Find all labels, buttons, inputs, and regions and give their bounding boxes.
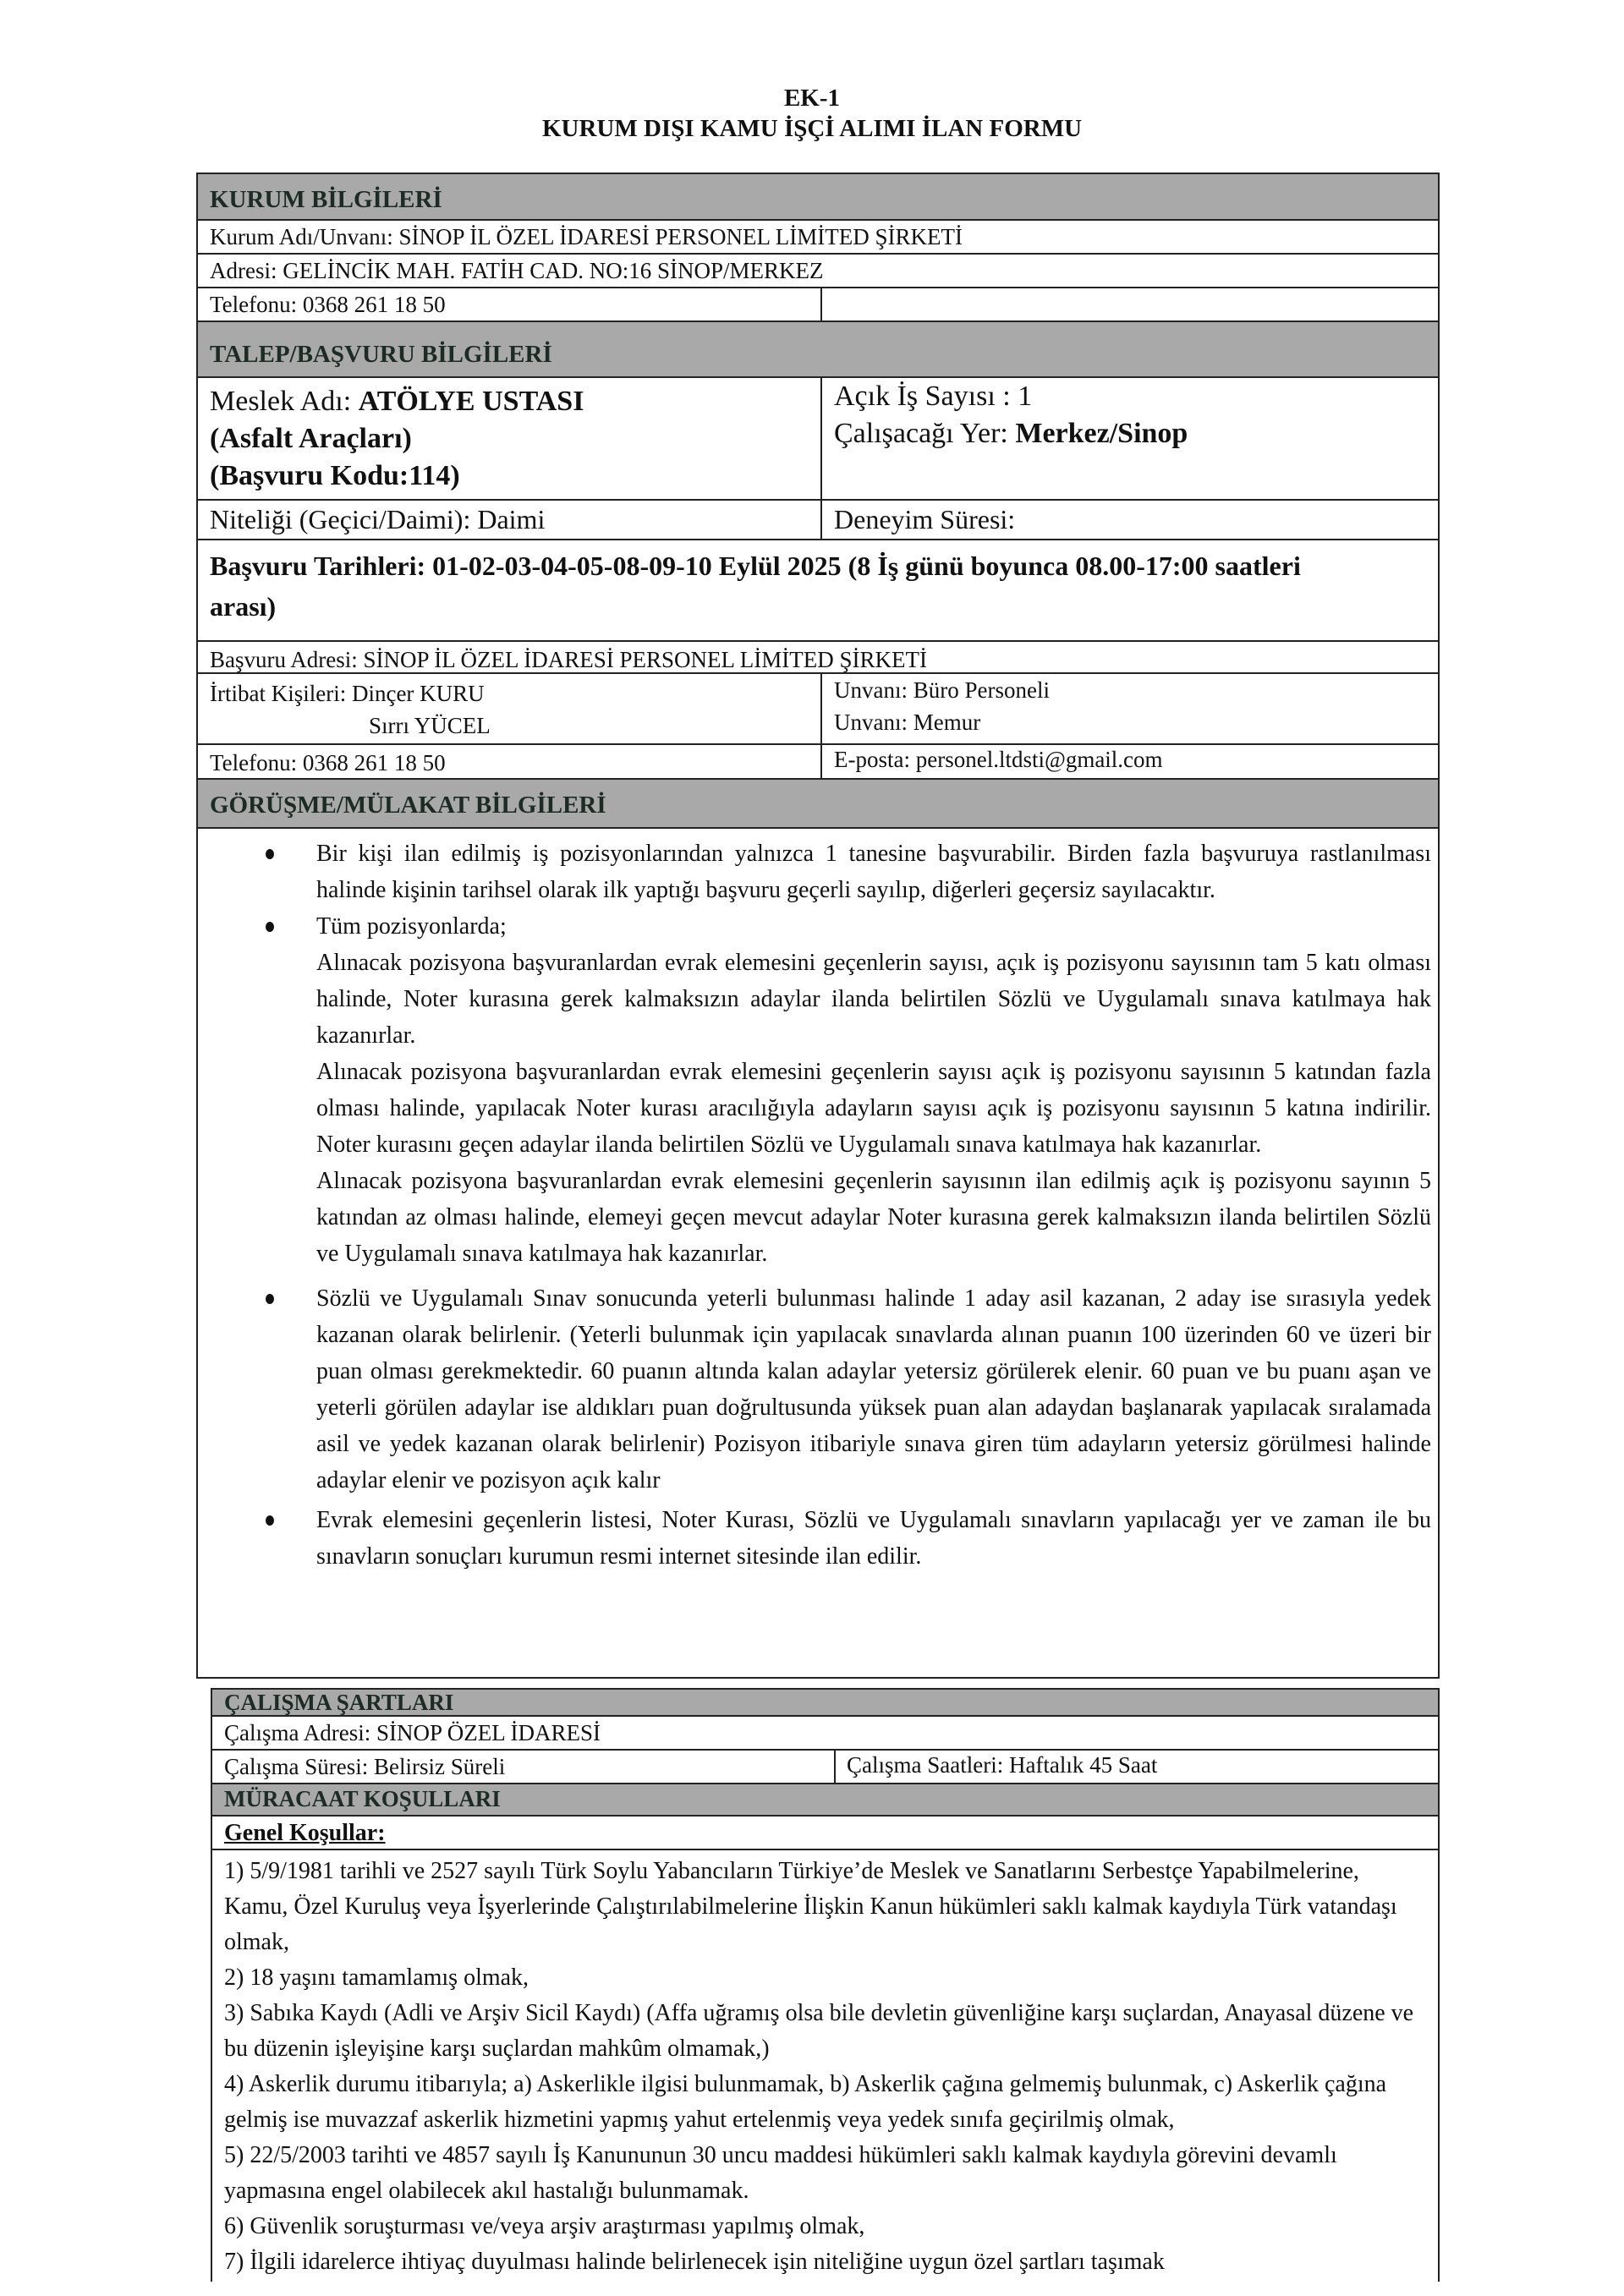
gorusme-item-text: Tüm pozisyonlarda; bbox=[316, 913, 507, 940]
gorusme-item-text: Alınacak pozisyona başvuranlardan evrak elemesini geçenlerin sayısının ilan edilmiş açık iş pozisyonu sayının 5 katından az olması halinde, elemeyi geçen mevcut adaylar Noter kurasına gerek kalmaksızın ilanda belirtilen Sözlü ve Uygulamalı sınava katılmaya hak kazanırlar. bbox=[316, 1168, 1431, 1267]
kosul-item: 7) İlgili idarelerce ihtiyaç duyulması halinde belirlenecek işin niteliğine uygun özel şartları taşımak bbox=[224, 2249, 1165, 2275]
gorusme-item bbox=[316, 1054, 1431, 1163]
acik-is-sayisi: Açık İş Sayısı : 1 bbox=[834, 381, 1033, 412]
basvuru-kodu: (Başvuru Kodu:114) bbox=[210, 460, 460, 491]
calisma-suresi: Çalışma Süresi: Belirsiz Süreli bbox=[224, 1754, 506, 1779]
kurum-adres: Adresi: GELİNCİK MAH. FATİH CAD. NO:16 SİNOP/MERKEZ bbox=[196, 255, 1440, 288]
irtibat-kisi-2: Sırrı YÜCEL bbox=[369, 713, 491, 738]
calisma-saatleri: Çalışma Saatleri: Haftalık 45 Saat bbox=[847, 1752, 1158, 1778]
kurum-telefon-row bbox=[196, 288, 1440, 322]
bullet-icon bbox=[266, 922, 274, 932]
section-header-calisma: ÇALIŞMA ŞARTLARI bbox=[211, 1688, 1440, 1717]
muracaat-list bbox=[212, 1854, 1438, 2280]
meslek-label: Meslek Adı: bbox=[210, 386, 359, 417]
bullet-icon bbox=[266, 849, 274, 859]
kurum-adi: Kurum Adı/Unvanı: SİNOP İL ÖZEL İDARESİ PERSONEL LİMİTED ŞİRKETİ bbox=[196, 221, 1440, 255]
gorusme-item-text: Evrak elemesini geçenlerin listesi, Noter Kurası, Sözlü ve Uygulamalı sınavların yapılacağı yer ve zaman ile bu sınavların sonuçları kurumun resmi internet sitesinde ilan edilir. bbox=[316, 1507, 1431, 1570]
gorusme-item-text: Alınacak pozisyona başvuranlardan evrak elemesini geçenlerin sayısı açık iş pozisyonu sayısının 5 katından fazla olması halinde, yapılacak Noter kurası aracılığıyla adayların sayısı açık iş pozisyonu sayısının 5 katına indirilir. Noter kurasını geçen adaylar ilanda belirtilen Sözlü ve Uygulamalı sınava katılmaya hak kazanırlar. bbox=[316, 1059, 1431, 1158]
gorusme-item bbox=[316, 945, 1431, 1054]
gorusme-item-text: Alınacak pozisyona başvuranlardan evrak elemesini geçenlerin sayısı, açık iş pozisyonu sayısının tam 5 katı olması halinde, Noter kurasına gerek kalmaksızın adaylar ilanda belirtilen Sözlü ve Uygulamalı sınava katılmaya hak kazanırlar. bbox=[316, 950, 1431, 1049]
irtibat-kisi-1: İrtibat Kişileri: Dinçer KURU bbox=[210, 681, 485, 706]
section-header-muracaat: MÜRACAAT KOŞULLARI bbox=[211, 1784, 1440, 1817]
niteligi-row bbox=[196, 501, 1440, 540]
gorusme-item-text: Bir kişi ilan edilmiş iş pozisyonlarından yalnızca 1 tanesine başvurabilir. Birden fazla başvuruya rastlanılması halinde kişinin tarihsel olarak ilk yaptığı başvuru geçerli sayılıp, diğerleri geçersiz sayılacaktır. bbox=[316, 841, 1431, 903]
gorusme-body bbox=[196, 829, 1440, 1679]
gorusme-item bbox=[316, 908, 1431, 945]
kosul-item: 6) Güvenlik soruşturması ve/veya arşiv araştırması yapılmış olmak, bbox=[224, 2213, 865, 2239]
kurum-telefon: Telefonu: 0368 261 18 50 bbox=[210, 292, 446, 317]
meslek-row bbox=[196, 378, 1440, 501]
gorusme-item-text: Sözlü ve Uygulamalı Sınav sonucunda yeterli bulunması halinde 1 aday asil kazanan, 2 aday ise sırasıyla yedek kazanan olarak belirlenir. (Yeterli bulunmak için yapılacak sınavlarda alınan puanın 100 üzerinden 60 ve üzeri bir puan olması gerekmektedir. 60 puanın altında kalan adaylar yetersiz görülerek elenir. 60 puan ve bu puanı aşan ve yeterli görülen adaylar ise aldıkları puan doğrultusunda yüksek puan alan adaydan başlanarak yapılacak sıralamada asil ve yedek kazanan olarak belirlenir) Pozisyon itibariyle sınava giren tüm adayların yetersiz görülmesi halinde adaylar elenir ve pozisyon açık kalır bbox=[316, 1285, 1431, 1493]
gorusme-item bbox=[316, 1502, 1431, 1575]
basvuru-adresi: Başvuru Adresi: SİNOP İL ÖZEL İDARESİ PERSONEL LİMİTED ŞİRKETİ bbox=[196, 642, 1440, 674]
niteligi: Niteliği (Geçici/Daimi): Daimi bbox=[210, 504, 546, 534]
kosul-item: 1) 5/9/1981 tarihli ve 2527 sayılı Türk Soylu Yabancıların Türkiye’de Meslek ve Sanatlarını Serbestçe Yapabilmelerine, Kamu, Özel Kuruluş veya İşyerlerinde Çalıştırılabilmelerine İlişkin Kanun hükümleri saklı kalmak kaydıyla Türk vatandaşı olmak, bbox=[224, 1858, 1397, 1955]
gorusme-item bbox=[316, 1280, 1431, 1499]
bullet-icon bbox=[266, 1515, 274, 1526]
calisacagi-yer: Merkez/Sinop bbox=[1015, 418, 1188, 449]
kosul-item: 5) 22/5/2003 tarihti ve 4857 sayılı İş Kanununun 30 uncu maddesi hükümleri saklı kalmak kaydıyla görevini devamlı yapmasına engel olabilecek akıl hastalığı bulunmamak. bbox=[224, 2142, 1337, 2204]
basvuru-tarihleri: Başvuru Tarihleri: 01-02-03-04-05-08-09-10 Eylül 2025 (8 İş günü boyunca 08.00-17:00 saatleri arası) bbox=[196, 540, 1440, 642]
basvuru-telefon: Telefonu: 0368 261 18 50 bbox=[210, 750, 446, 775]
page-title: KURUM DIŞI KAMU İŞÇİ ALIMI İLAN FORMU bbox=[541, 115, 1083, 142]
kosul-item: 3) Sabıka Kaydı (Adli ve Arşiv Sicil Kaydı) (Affa uğramış olsa bile devletin güvenliğine karşı suçlardan, Anayasal düzene ve bu düzenin işleyişine karşı suçlardan mahkûm olmamak,) bbox=[224, 2000, 1414, 2062]
iletisim-row bbox=[196, 745, 1440, 780]
section-header-gorusme: GÖRÜŞME/MÜLAKAT BİLGİLERİ bbox=[196, 780, 1440, 829]
calisma-adresi: Çalışma Adresi: SİNOP ÖZEL İDARESİ bbox=[211, 1717, 1440, 1751]
unvan-1: Unvanı: Büro Personeli bbox=[834, 677, 1050, 703]
kosul-item: 4) Askerlik durumu itibarıyla; a) Askerlikle ilgisi bulunmamak, b) Askerlik çağına gelmemiş bulunmak, c) Askerlik çağına gelmiş ise muvazzaf askerlik hizmetini yapmış yahut ertelenmiş veya yedek sınıfa geçirilmiş olmak, bbox=[224, 2071, 1387, 2133]
kosul-item: 2) 18 yaşını tamamlamış olmak, bbox=[224, 1964, 529, 1991]
gorusme-item bbox=[316, 1163, 1431, 1272]
bullet-icon bbox=[266, 1294, 274, 1304]
irtibat-row bbox=[196, 674, 1440, 745]
eposta-link[interactable]: E-posta: personel.ltdsti@gmail.com bbox=[834, 747, 1163, 772]
section-header-kurum: KURUM BİLGİLERİ bbox=[196, 173, 1440, 221]
yer-label: Çalışacağı Yer: bbox=[834, 418, 1016, 449]
calisma-row bbox=[211, 1751, 1440, 1784]
gorusme-list bbox=[198, 836, 1431, 1575]
muracaat-body bbox=[211, 1850, 1440, 2282]
gorusme-item bbox=[316, 836, 1431, 908]
section-header-talep: TALEP/BAŞVURU BİLGİLERİ bbox=[196, 322, 1440, 378]
genel-kosullar-row bbox=[211, 1817, 1440, 1850]
unvan-2: Unvanı: Memur bbox=[834, 710, 981, 735]
meslek-adi: ATÖLYE USTASI bbox=[358, 386, 584, 417]
deneyim-suresi: Deneyim Süresi: bbox=[834, 504, 1016, 534]
annex-label: EK-1 bbox=[783, 85, 841, 112]
meslek-detay: (Asfalt Araçları) bbox=[210, 423, 412, 454]
genel-kosullar-heading: Genel Koşullar: bbox=[224, 1820, 386, 1846]
